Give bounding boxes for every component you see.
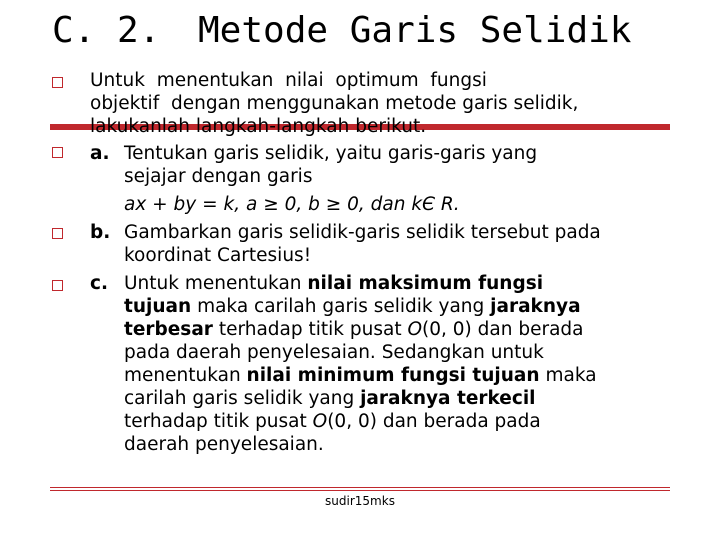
step-c-text: maka: [539, 365, 597, 386]
step-c-bold: jaraknya terkecil: [360, 388, 536, 409]
intro-line: Untuk menentukan nilai optimum fungsi: [90, 70, 487, 91]
intro-line: objektif dengan menggunakan metode garis selidik,: [90, 93, 579, 114]
step-c-text: maka carilah garis selidik yang: [191, 296, 491, 317]
step-c-line: [124, 387, 536, 410]
step-c-text: carilah garis selidik yang: [124, 388, 361, 409]
square-bullet-icon: [52, 77, 63, 88]
footer-divider: [50, 490, 670, 491]
step-c-text: terhadap titik pusat: [212, 319, 408, 340]
title-text: Metode Garis Selidik: [198, 10, 632, 51]
step-c-label: c.: [90, 273, 108, 294]
step-a-line: sejajar dengan garis: [124, 166, 313, 187]
footer-text: sudir15mks: [325, 494, 395, 508]
step-c-bold: tujuan: [124, 296, 192, 317]
step-c-line: [124, 295, 581, 318]
step-c-text: terhadap titik pusat: [124, 411, 313, 432]
step-b-label: b.: [90, 222, 111, 243]
square-bullet-icon: [52, 228, 63, 239]
step-c-line: [124, 410, 541, 433]
step-c-line: [124, 364, 597, 387]
step-c-text: (0, 0) dan berada: [422, 319, 584, 340]
step-c-line: pada daerah penyelesaian. Sedangkan untuk: [124, 342, 544, 363]
step-c-bold: nilai minimum fungsi tujuan: [246, 365, 540, 386]
square-bullet-icon: [52, 280, 63, 291]
step-a-label: a.: [90, 143, 110, 164]
step-a-equation: ax + by = k, a ≥ 0, b ≥ 0, dan kЄ R.: [124, 194, 460, 215]
step-c-bold: jaraknya: [490, 296, 581, 317]
square-bullet-icon: [52, 147, 63, 158]
step-c-line: [124, 272, 543, 295]
step-c-line: daerah penyelesaian.: [124, 434, 324, 455]
step-c-text: Untuk menentukan: [124, 273, 308, 294]
step-c-italic: O: [407, 319, 423, 340]
title-number: C. 2.: [52, 10, 161, 51]
step-c-line: [124, 318, 583, 341]
step-b-line: koordinat Cartesius!: [124, 245, 312, 266]
step-c-text: (0, 0) dan berada pada: [327, 411, 541, 432]
intro-line: lakukanlah langkah-langkah berikut.: [90, 116, 427, 137]
step-c-text: menentukan: [124, 365, 247, 386]
step-c-bold: nilai maksimum fungsi: [307, 273, 544, 294]
step-c-italic: O: [312, 411, 328, 432]
footer-divider: [50, 487, 670, 488]
step-a-line: Tentukan garis selidik, yaitu garis-garis yang: [124, 143, 538, 164]
step-c-bold: terbesar: [124, 319, 213, 340]
slide-title: [52, 10, 632, 51]
step-b-line: Gambarkan garis selidik-garis selidik tersebut pada: [124, 222, 601, 243]
